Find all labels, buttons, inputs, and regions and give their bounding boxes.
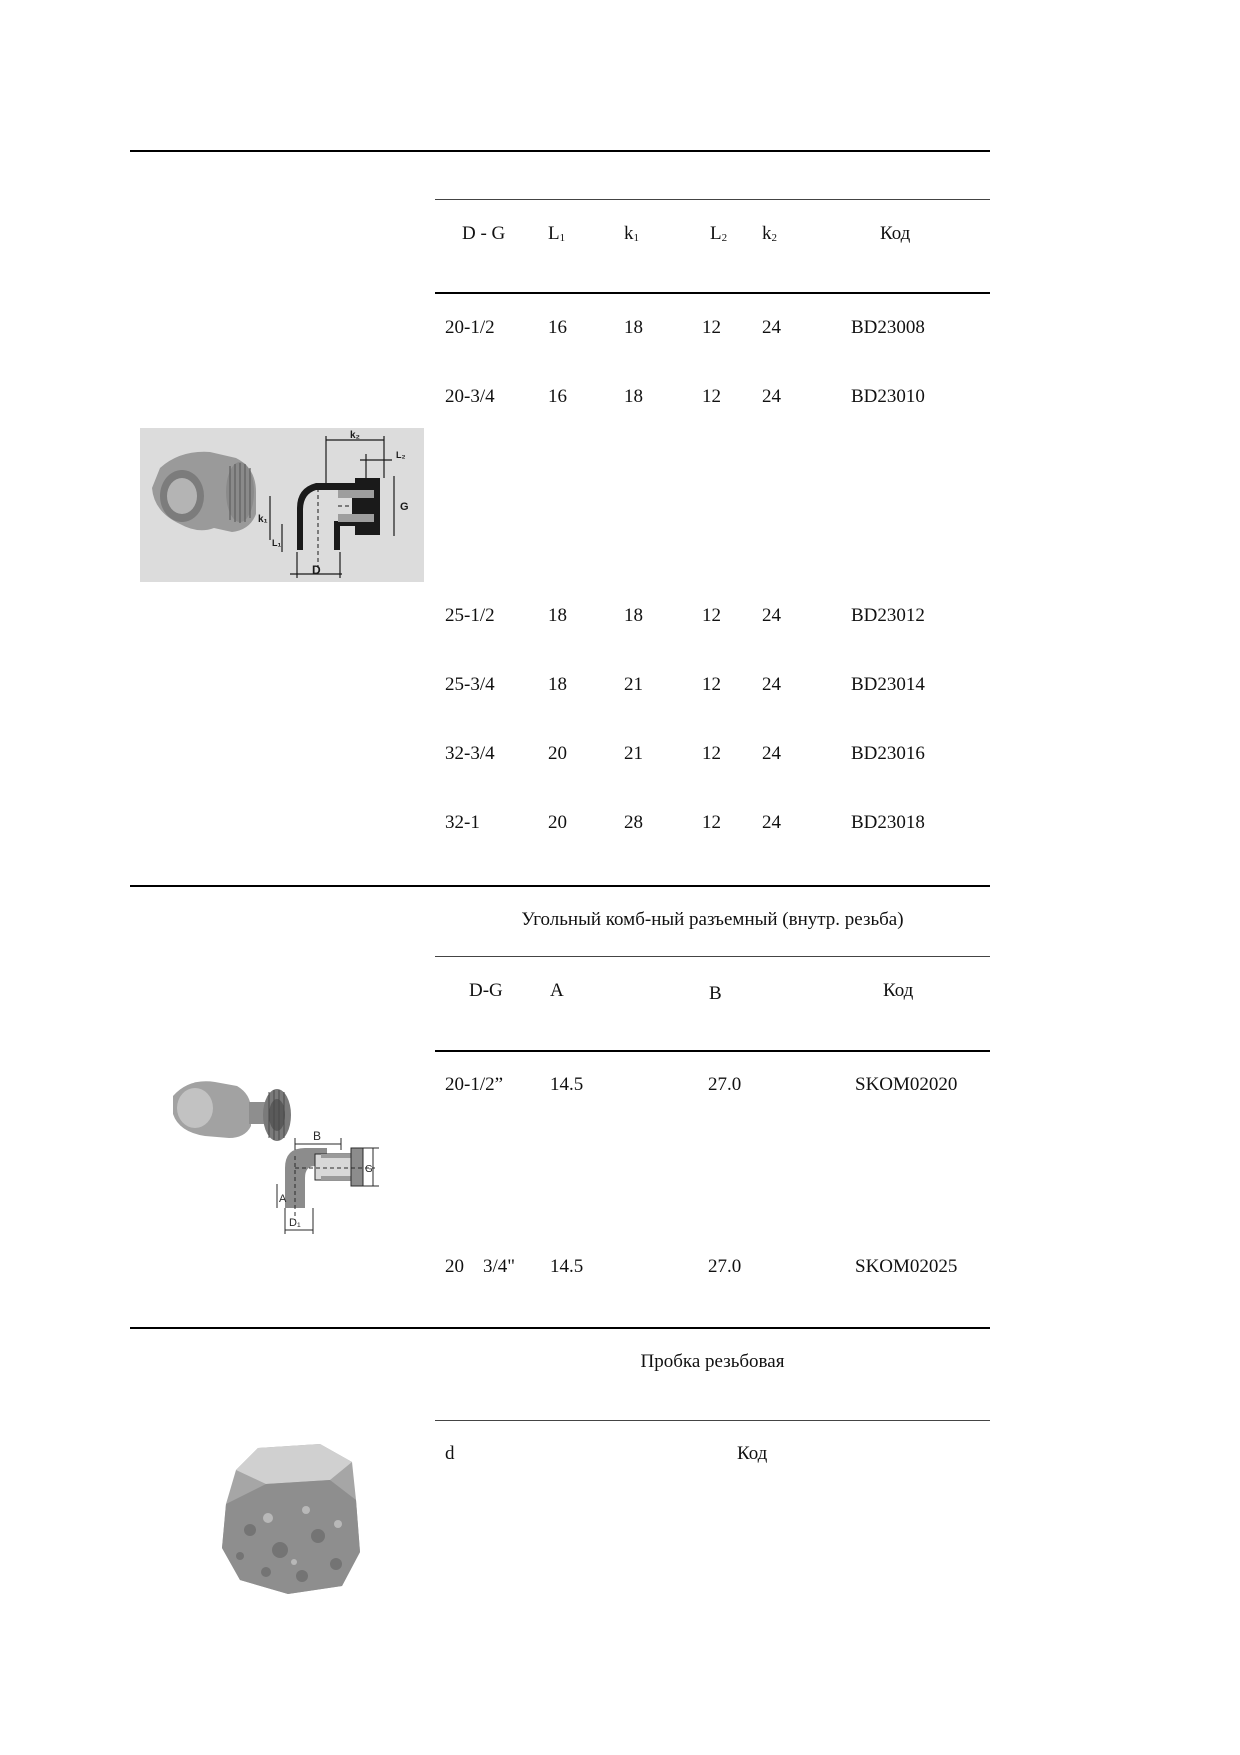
cell-dg: 32-1 [445,812,480,833]
cell-k2: 24 [762,317,781,338]
cell-code: SKOM02020 [855,1074,958,1095]
col-header-code: Код [880,223,911,244]
col-header-dg: D - G [462,223,506,244]
cell-k2: 24 [762,386,781,407]
section2-top-rule [130,885,990,887]
cell-l1: 20 [548,743,567,764]
union-elbow-dimension-drawing [277,1129,379,1234]
elbow-fitting-drawing [140,428,424,582]
cell-l1: 16 [548,317,567,338]
figure-label-l1: L₁ [272,538,282,548]
cell-dg: 25-3/4 [445,674,495,695]
cell-code: BD23008 [851,317,925,338]
cell-dg: 32-3/4 [445,743,495,764]
union-elbow-photo [173,1081,291,1141]
cell-dg: 20-1/2 [445,317,495,338]
cell-k2: 24 [762,605,781,626]
col-header-l1: $L_1$ [548,223,566,244]
col-header-l2: $L_2$ [710,223,728,244]
section1-top-rule [130,150,990,152]
cell-l2: 12 [702,317,721,338]
figure-label-d1: D₁ [289,1217,301,1229]
cell-dg: 20-1/2” [445,1074,504,1095]
cell-b: 27.0 [708,1256,742,1277]
cell-code: BD23014 [851,674,925,695]
cell-a: 14.5 [550,1256,584,1277]
cell-k2: 24 [762,674,781,695]
cell-b: 27.0 [708,1074,742,1095]
cell-l2: 12 [702,812,721,833]
col-header-dg: D-G [469,980,503,1001]
col-header-code: Код [883,980,914,1001]
section1-header-top-rule [435,199,990,200]
union-elbow-drawing [165,1068,405,1240]
figure-label-a: A [279,1193,287,1205]
figure-label-g: G [400,501,409,513]
cell-dg: 25-1/2 [445,605,495,626]
cell-l1: 20 [548,812,567,833]
cell-code: BD23018 [851,812,925,833]
threaded-plug-figure [210,1440,380,1600]
col-header-b: B [709,983,722,1004]
cell-l2: 12 [702,605,721,626]
figure-label-d: D [312,563,321,577]
cell-dg: 20 3/4" [445,1256,516,1277]
cell-k1: 18 [624,605,643,626]
section1-header-bottom-rule [435,292,990,294]
section2-title: Угольный комб-ный разъемный (внутр. резьба) [521,909,904,930]
section3-header-top-rule [435,1420,990,1421]
cell-k1: 21 [624,674,643,695]
figure-label-b: B [313,1129,322,1143]
col-header-a: A [550,980,564,1001]
cell-l1: 16 [548,386,567,407]
threaded-plug-photo [210,1440,380,1600]
section3-top-rule [130,1327,990,1329]
figure-label-k1: k₁ [258,514,268,525]
cell-l1: 18 [548,674,567,695]
cell-k2: 24 [762,812,781,833]
cell-code: BD23012 [851,605,925,626]
cell-l2: 12 [702,386,721,407]
figure-label-g: G [365,1164,373,1175]
union-elbow-figure [165,1068,405,1240]
col-header-d: d [445,1443,455,1464]
section2-header-bottom-rule [435,1050,990,1052]
col-header-k2: $k_2$ [762,223,777,244]
cell-k1: 28 [624,812,643,833]
cell-code: SKOM02025 [855,1256,958,1277]
cell-l1: 18 [548,605,567,626]
cell-code: BD23016 [851,743,925,764]
figure-label-l2: L₂ [396,450,406,460]
figure-label-k2: k₂ [350,430,361,441]
section2-header-top-rule [435,956,990,957]
cell-k1: 18 [624,386,643,407]
cell-code: BD23010 [851,386,925,407]
cell-dg: 20-3/4 [445,386,495,407]
cell-l2: 12 [702,674,721,695]
section3-title: Пробка резьбовая [640,1351,785,1372]
col-header-k1: $k_1$ [624,223,639,244]
cell-k2: 24 [762,743,781,764]
elbow-fitting-figure [140,428,424,582]
col-header-code: Код [737,1443,768,1464]
cell-l2: 12 [702,743,721,764]
cell-k1: 18 [624,317,643,338]
cell-a: 14.5 [550,1074,584,1095]
cell-k1: 21 [624,743,643,764]
